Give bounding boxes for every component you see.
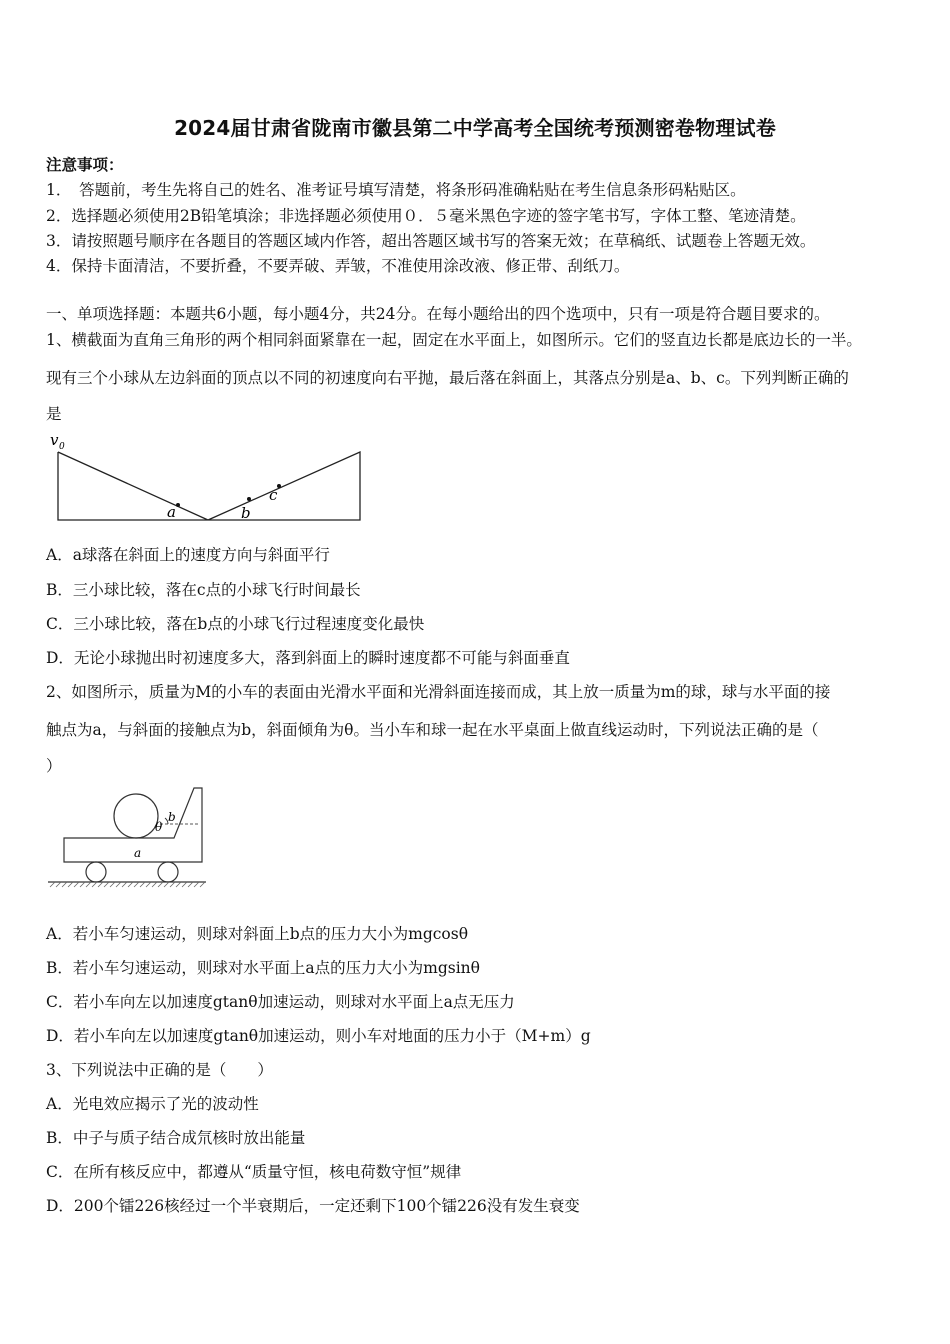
- q3-option-d: D．200个镭226核经过一个半衰期后，一定还剩下100个镭226没有发生衰变: [46, 1197, 580, 1215]
- notice-item-3: 3．请按照题号顺序在各题目的答题区域内作答，超出答题区域书写的答案无效；在草稿纸、试题卷上答题无效。: [46, 232, 816, 250]
- cart-body: [64, 788, 202, 862]
- label-a: a: [134, 846, 142, 860]
- right-slope: [208, 452, 360, 520]
- wheel-left: [86, 862, 106, 882]
- point-c: [277, 484, 281, 488]
- wheel-right: [158, 862, 178, 882]
- q2-stem-line-2: 触点为a，与斜面的接触点为b，斜面倾角为θ。当小车和球一起在水平桌面上做直线运动时，下列说法正确的是（: [46, 721, 819, 739]
- q1-stem-line-1: 1、横截面为直角三角形的两个相同斜面紧靠在一起，固定在水平面上，如图所示。它们的竖直边长都是底边长的一半。: [46, 331, 862, 349]
- label-b: b: [168, 810, 176, 824]
- notice-item-2: 2．选择题必须使用2B铅笔填涂；非选择题必须使用０．５毫米黑色字迹的签字笔书写，字体工整、笔迹清楚。: [46, 207, 806, 225]
- point-a: [176, 503, 180, 507]
- q3-option-c: C．在所有核反应中，都遵从“质量守恒，核电荷数守恒”规律: [46, 1163, 462, 1181]
- ball: [114, 794, 158, 838]
- left-slope: [58, 452, 208, 520]
- v0-subscript: 0: [59, 442, 65, 452]
- q2-option-a: A．若小车匀速运动，则球对斜面上b点的压力大小为mgcosθ: [46, 925, 469, 943]
- q1-stem-line-2: 现有三个小球从左边斜面的顶点以不同的初速度向右平抛，最后落在斜面上，其落点分别是a、b、c。下列判断正确的: [46, 369, 849, 387]
- q1-option-b: B．三小球比较，落在c点的小球飞行时间最长: [46, 581, 361, 599]
- point-b: [247, 497, 251, 501]
- q2-stem-line-1: 2、如图所示，质量为M的小车的表面由光滑水平面和光滑斜面连接而成，其上放一质量为m的球，球与水平面的接: [46, 683, 831, 701]
- ground-hatching: [50, 882, 205, 887]
- notice-heading: 注意事项：: [46, 155, 124, 174]
- q1-option-c: C．三小球比较，落在b点的小球飞行过程速度变化最快: [46, 615, 425, 633]
- q1-option-d: D．无论小球抛出时初速度多大，落到斜面上的瞬时速度都不可能与斜面垂直: [46, 649, 570, 667]
- q2-option-d: D．若小车向左以加速度gtanθ加速运动，则小车对地面的压力小于（M+m）g: [46, 1027, 591, 1045]
- q2-cart-figure: [44, 784, 214, 892]
- q2-option-b: B．若小车匀速运动，则球对水平面上a点的压力大小为mgsinθ: [46, 959, 480, 977]
- notice-item-4: 4．保持卡面清洁，不要折叠，不要弄破、弄皱，不准使用涂改液、修正带、刮纸刀。: [46, 257, 630, 275]
- section-heading: 一、单项选择题：本题共6小题，每小题4分，共24分。在每小题给出的四个选项中，只有一项是符合题目要求的。: [46, 305, 830, 323]
- q3-option-b: B．中子与质子结合成氘核时放出能量: [46, 1129, 306, 1147]
- exam-title: 2024届甘肃省陇南市徽县第二中学高考全国统考预测密卷物理试卷: [174, 116, 776, 140]
- v0-label: v: [50, 431, 59, 449]
- notice-item-1: 1． 答题前，考生先将自己的姓名、准考证号填写清楚，将条形码准确粘贴在考生信息条形码粘贴区。: [46, 181, 746, 199]
- q2-option-c: C．若小车向左以加速度gtanθ加速运动，则球对水平面上a点无压力: [46, 993, 515, 1011]
- label-a: a: [167, 503, 176, 521]
- label-c: c: [269, 486, 278, 504]
- q1-stem-line-3: 是: [46, 405, 62, 423]
- q2-stem-line-3: ）: [46, 757, 62, 775]
- q1-option-a: A．a球落在斜面上的速度方向与斜面平行: [46, 546, 330, 564]
- q3-stem: 3、下列说法中正确的是（ ）: [46, 1061, 273, 1079]
- label-theta: θ: [155, 820, 163, 834]
- q3-option-a: A．光电效应揭示了光的波动性: [46, 1095, 259, 1113]
- label-b: b: [241, 504, 251, 522]
- q1-slopes-figure: [44, 428, 374, 526]
